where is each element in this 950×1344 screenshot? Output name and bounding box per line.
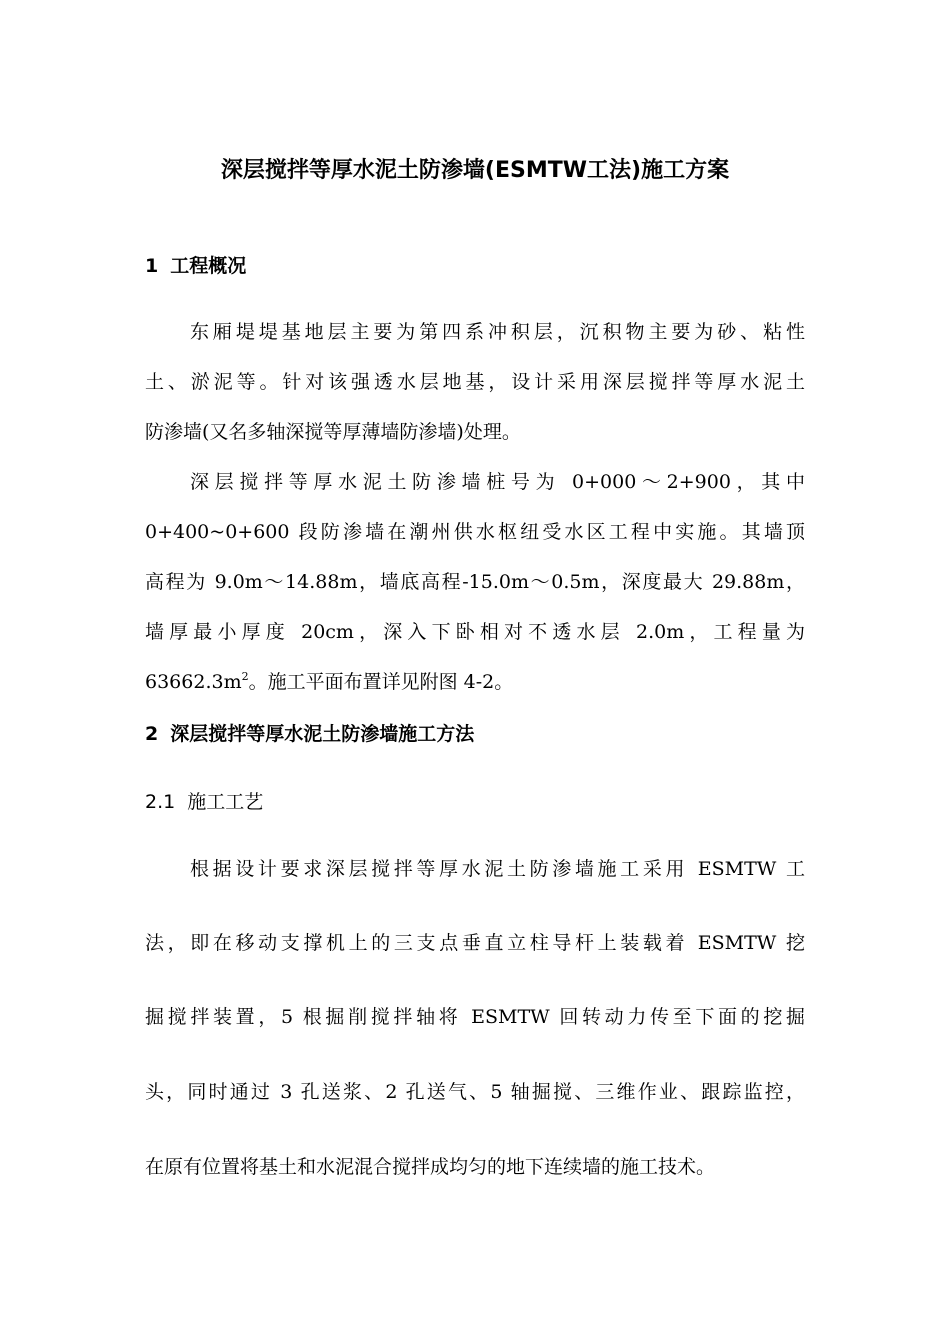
paragraph-2-line: 深层搅拌等厚水泥土防渗墙桩号为 0+000～2+900，其中 [190,471,805,493]
paragraph-2-line: 0+400~0+600 段防渗墙在潮州供水枢纽受水区工程中实施。其墙顶 [145,521,805,543]
paragraph-3-line: 头，同时通过 3 孔送浆、2 孔送气、5 轴掘搅、三维作业、跟踪监控， [145,1081,805,1103]
paragraph-1-line: 土、淤泥等。针对该强透水层地基，设计采用深层搅拌等厚水泥土 [145,371,805,393]
section-2-heading [145,720,474,748]
document-title: 深层搅拌等厚水泥土防渗墙(ESMTW工法)施工方案 [220,158,730,183]
figure-reference: 。施工平面布置详见附图 4-2。 [248,671,514,693]
paragraph-2-line: 墙厚最小厚度 20cm，深入下卧相对不透水层 2.0m，工程量为 [145,621,805,643]
paragraph-1-line: 东厢堤堤基地层主要为第四系冲积层，沉积物主要为砂、粘性 [190,321,805,343]
section-1-number: 1 [145,255,159,277]
paragraph-1-line: 防渗墙(又名多轴深搅等厚薄墙防渗墙)处理。 [145,421,521,443]
quantity-value: 63662.3m [145,671,242,693]
paragraph-2-line: 高程为 9.0m～14.88m，墙底高程-15.0m～0.5m，深度最大 29.88m， [145,571,805,593]
section-2-number: 2 [145,723,159,745]
subsection-2-1-heading [145,788,263,816]
subsection-2-1-title: 施工工艺 [187,791,264,813]
paragraph-3-line: 法，即在移动支撑机上的三支点垂直立柱导杆上装载着 ESMTW 挖 [145,932,805,954]
section-1-title: 工程概况 [170,255,247,277]
section-1-heading [145,252,246,280]
subsection-2-1-number: 2.1 [145,791,176,813]
paragraph-3-line: 掘搅拌装置，5 根掘削搅拌轴将 ESMTW 回转动力传至下面的挖掘 [145,1006,805,1028]
paragraph-2-last-line [145,668,805,696]
superscript-exponent: 2 [241,670,249,683]
section-2-title: 深层搅拌等厚水泥土防渗墙施工方法 [170,723,475,745]
paragraph-3-line: 根据设计要求深层搅拌等厚水泥土防渗墙施工采用 ESMTW 工 [190,858,805,880]
paragraph-3-line: 在原有位置将基土和水泥混合搅拌成均匀的地下连续墙的施工技术。 [145,1156,716,1178]
